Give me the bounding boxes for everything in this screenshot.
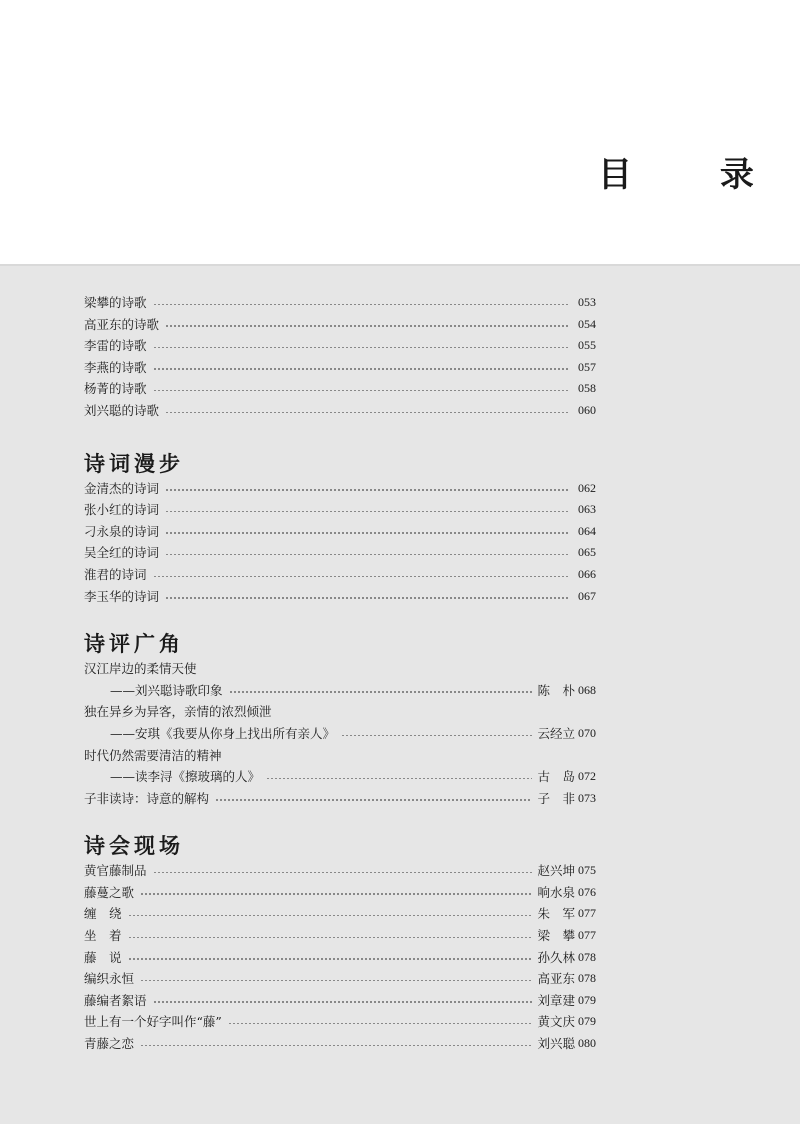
dot-leader [153,872,533,873]
dot-leader [140,980,532,981]
dot-leader [215,799,532,800]
toc-entry[interactable] [84,292,596,314]
dot-leader [128,937,533,938]
entry-title: 张小红的诗词 [84,502,160,518]
toc-entry[interactable] [84,499,596,521]
entry-page: 067 [578,588,596,603]
toc-entry[interactable] [84,788,596,810]
entry-page: 078 [578,949,596,964]
dot-leader [229,691,533,692]
dot-leader [165,511,570,512]
entry-page: 060 [578,402,596,417]
entry-page: 058 [578,381,596,396]
entry-title: 子非读诗：诗意的解构 [84,790,210,806]
entry-page: 066 [578,566,596,581]
entry-author: 子 非 [537,790,575,806]
toc-entry[interactable] [84,1033,596,1055]
toc-entry[interactable] [84,990,596,1012]
toc-entry[interactable] [84,400,596,422]
entry-page: 076 [578,884,596,899]
page-title: 目 录 [598,155,792,195]
toc-section [84,292,596,422]
entry-page: 080 [578,1036,596,1051]
toc-entry-title-line[interactable] [84,658,596,680]
entry-title: 坐 着 [84,928,122,944]
toc-entry[interactable] [84,1011,596,1033]
dot-leader [153,368,570,369]
dot-leader [266,778,532,779]
entry-page: 077 [578,906,596,921]
entry-title: 李玉华的诗词 [84,588,160,604]
entry-page: 053 [578,295,596,309]
toc-entry-title-line[interactable] [84,745,596,767]
entry-subtitle: ——读李浔《擦玻璃的人》 [110,769,261,785]
entry-page: 057 [578,359,596,374]
table-of-contents [84,292,596,1055]
entry-page: 079 [578,992,596,1007]
toc-entry[interactable] [84,680,596,702]
entry-subtitle: ——刘兴聪诗歌印象 [110,682,223,698]
dot-leader [165,532,570,533]
entry-title: 金清杰的诗词 [84,480,160,496]
toc-entry[interactable] [84,860,596,882]
entry-title: 刘兴聪的诗歌 [84,402,160,418]
entry-author: 刘章建 [537,992,575,1008]
toc-entry[interactable] [84,586,596,608]
entry-page: 062 [578,480,596,495]
dot-leader [165,597,570,598]
toc-entry[interactable] [84,968,596,990]
toc-entry[interactable] [84,335,596,357]
entry-author: 高亚东 [537,971,575,987]
entry-title: 独在异乡为异客，亲情的浓烈倾泄 [84,704,272,720]
toc-entry[interactable] [84,542,596,564]
dot-leader [153,390,570,391]
entry-title: 李雷的诗歌 [84,338,147,354]
entry-author: 黄文庆 [537,1014,575,1030]
entry-page: 073 [578,790,596,805]
entry-title: 缠 绕 [84,906,122,922]
entry-page: 063 [578,502,596,517]
entry-title: 淮君的诗词 [84,566,147,582]
entry-page: 070 [578,725,596,740]
entry-page: 078 [578,971,596,986]
entry-page: 064 [578,523,596,538]
entry-title: 高亚东的诗歌 [84,316,160,332]
dot-leader [165,489,570,490]
toc-entry[interactable] [84,478,596,500]
toc-entry[interactable] [84,903,596,925]
entry-author: 赵兴坤 [537,863,575,879]
entry-subtitle: ——安琪《我要从你身上找出所有亲人》 [110,725,336,741]
entry-title: 编织永恒 [84,971,135,987]
entry-author: 刘兴聪 [537,1036,575,1052]
entry-title: 杨菁的诗歌 [84,381,147,397]
dot-leader [128,915,533,916]
entry-title: 李燕的诗歌 [84,359,147,375]
entry-author: 孙久林 [537,949,575,965]
toc-entry[interactable] [84,723,596,745]
section-heading: 诗评广角 [84,631,184,657]
section-heading: 诗词漫步 [84,450,184,476]
entry-title: 吴全红的诗词 [84,545,160,561]
entry-title: 藤编者絮语 [84,992,147,1008]
dot-leader [140,1045,532,1046]
entry-author: 陈 朴 [537,682,575,698]
toc-entry[interactable] [84,766,596,788]
toc-section [84,630,596,809]
entry-page: 072 [578,769,596,784]
entry-author: 云经立 [537,725,575,741]
dot-leader [228,1023,533,1024]
entry-title: 刁永泉的诗词 [84,523,160,539]
dot-leader [153,1001,533,1002]
dot-leader [165,412,570,413]
dot-leader [165,325,570,326]
entry-page: 055 [578,338,596,353]
entry-title: 藤蔓之歌 [84,884,135,900]
entry-title: 时代仍然需要清洁的精神 [84,747,222,763]
page-header-area [0,0,800,264]
entry-title: 黄官藤制品 [84,863,147,879]
dot-leader [140,893,532,894]
entry-author: 梁 攀 [537,928,575,944]
entry-page: 077 [578,928,596,943]
entry-title: 青藤之恋 [84,1036,135,1052]
toc-entry[interactable] [84,521,596,543]
toc-entry[interactable] [84,882,596,904]
dot-leader [165,554,570,555]
entry-title: 藤 说 [84,949,122,965]
toc-entry[interactable] [84,314,596,336]
toc-entry[interactable] [84,357,596,379]
section-heading: 诗会现场 [84,833,184,859]
entry-title: 梁攀的诗歌 [84,295,147,310]
dot-leader [153,347,570,348]
toc-entry[interactable] [84,564,596,586]
entry-title: 汉江岸边的柔情天使 [84,661,197,677]
entry-title: 世上有一个好字叫作“藤” [84,1014,222,1030]
dot-leader [128,958,533,959]
entry-author: 朱 军 [537,906,575,922]
toc-entry[interactable] [84,378,596,400]
toc-entry[interactable] [84,925,596,947]
entry-page: 075 [578,863,596,878]
entry-page: 079 [578,1014,596,1029]
entry-page: 054 [578,316,596,331]
toc-entry[interactable] [84,947,596,969]
dot-leader [153,304,570,305]
entry-page: 068 [578,682,596,697]
toc-section [84,450,596,608]
entry-author: 古 岛 [537,769,575,785]
dot-leader [341,735,532,736]
entry-page: 065 [578,545,596,560]
dot-leader [153,576,570,577]
toc-entry-title-line[interactable] [84,701,596,723]
entry-author: 响水泉 [537,884,575,900]
toc-section [84,832,596,1054]
